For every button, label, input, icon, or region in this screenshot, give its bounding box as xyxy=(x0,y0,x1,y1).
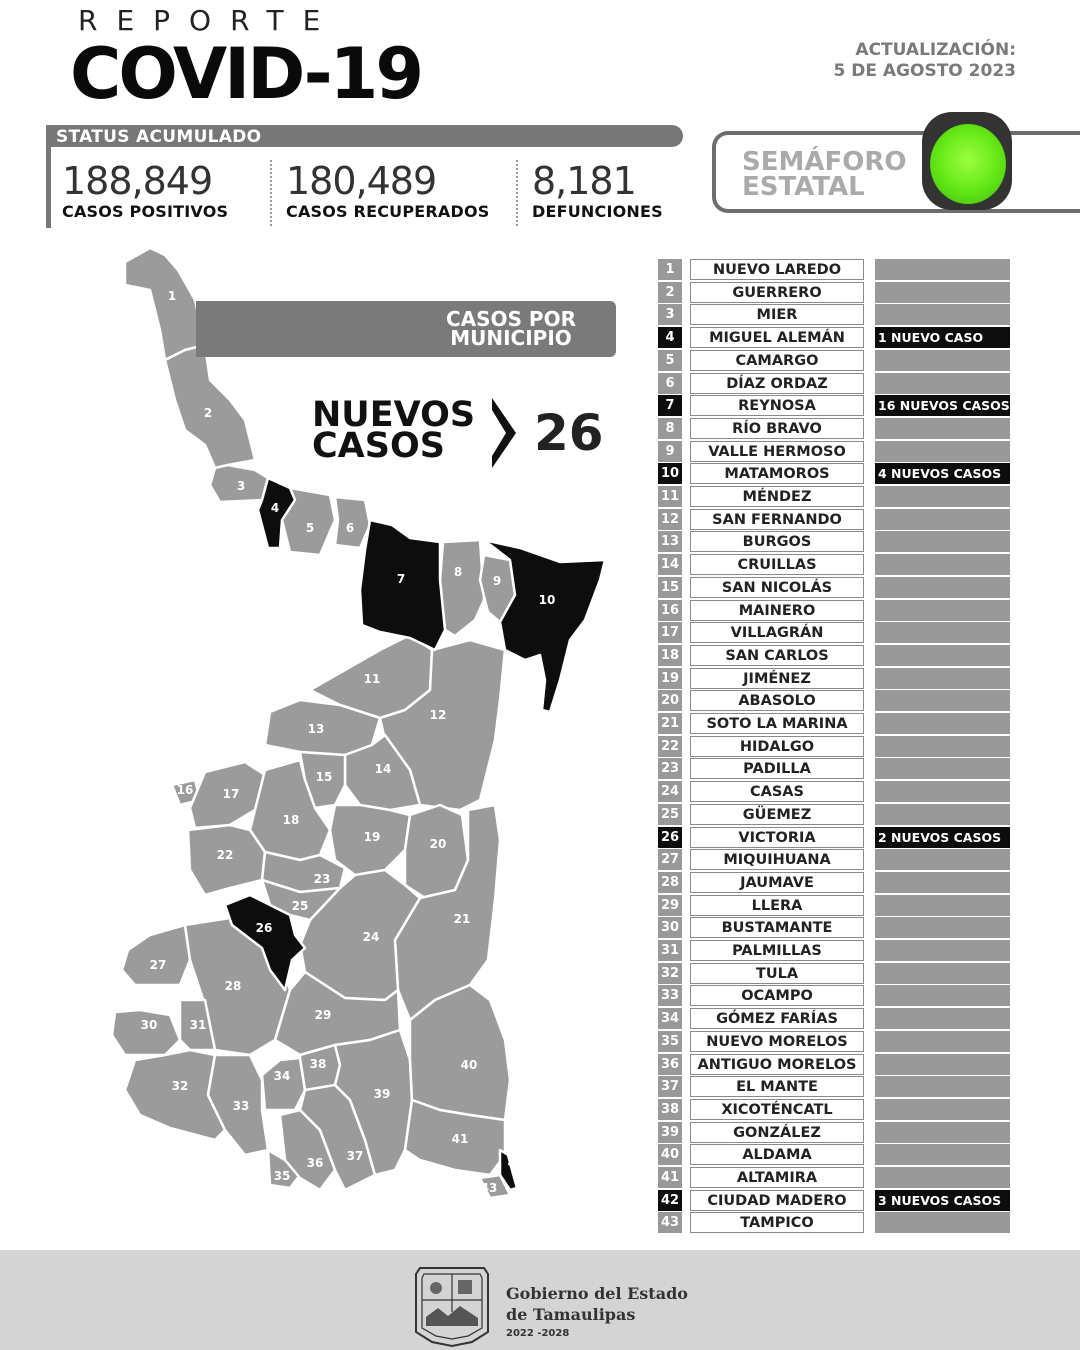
map-label-9: 9 xyxy=(492,574,502,588)
map-label-11: 11 xyxy=(363,672,381,686)
report-kicker: REPORTE xyxy=(78,4,340,37)
new-cases-cell xyxy=(875,1122,1010,1143)
new-cases-cell xyxy=(875,486,1010,507)
municipality-name: PALMILLAS xyxy=(690,940,864,961)
map-label-30: 30 xyxy=(140,1018,158,1032)
municipality-name: SAN FERNANDO xyxy=(690,509,864,530)
municipality-name: GÓMEZ FARÍAS xyxy=(690,1008,864,1029)
map-label-24: 24 xyxy=(362,930,380,944)
deaths-value: 8,181 xyxy=(532,159,636,203)
update-date: 5 DE AGOSTO 2023 xyxy=(833,61,1016,81)
new-cases-cell xyxy=(875,690,1010,711)
municipality-30 xyxy=(112,1010,180,1055)
new-cases-cell xyxy=(875,895,1010,916)
new-cases-cell: 2 NUEVOS CASOS xyxy=(875,827,1010,848)
municipality-name: GONZÁLEZ xyxy=(690,1122,864,1143)
new-cases-cell xyxy=(875,963,1010,984)
row-number: 34 xyxy=(658,1008,682,1029)
map-label-23: 23 xyxy=(313,872,331,886)
row-number: 29 xyxy=(658,895,682,916)
new-cases-cell xyxy=(875,577,1010,598)
row-number: 30 xyxy=(658,917,682,938)
map-label-5: 5 xyxy=(305,521,315,535)
municipality-name: ANTIGUO MORELOS xyxy=(690,1054,864,1075)
row-number: 17 xyxy=(658,622,682,643)
municipality-34 xyxy=(262,1058,305,1110)
row-number: 24 xyxy=(658,781,682,802)
municipality-name: MIER xyxy=(690,304,864,325)
new-cases-cell xyxy=(875,668,1010,689)
row-number: 37 xyxy=(658,1076,682,1097)
map-label-21: 21 xyxy=(453,912,471,926)
cases-by-municipality-banner xyxy=(196,301,616,357)
new-cases-cell xyxy=(875,373,1010,394)
municipality-name: JIMÉNEZ xyxy=(690,668,864,689)
new-cases-cell xyxy=(875,985,1010,1006)
row-number: 6 xyxy=(658,373,682,394)
row-number: 8 xyxy=(658,418,682,439)
positive-label: CASOS POSITIVOS xyxy=(62,202,229,221)
row-number: 21 xyxy=(658,713,682,734)
municipality-name: XICOTÉNCATL xyxy=(690,1099,864,1120)
stat-divider xyxy=(270,160,272,226)
row-number: 9 xyxy=(658,441,682,462)
municipality-name: EL MANTE xyxy=(690,1076,864,1097)
row-number: 43 xyxy=(658,1212,682,1233)
municipality-name: CRUILLAS xyxy=(690,554,864,575)
row-number: 31 xyxy=(658,940,682,961)
municipality-name: MATAMOROS xyxy=(690,463,864,484)
new-cases-cell xyxy=(875,713,1010,734)
row-number: 41 xyxy=(658,1167,682,1188)
row-number: 5 xyxy=(658,350,682,371)
recovered-value: 180,489 xyxy=(286,159,437,203)
row-number: 26 xyxy=(658,827,682,848)
row-number: 13 xyxy=(658,531,682,552)
row-number: 10 xyxy=(658,463,682,484)
municipality-name: JAUMAVE xyxy=(690,872,864,893)
new-cases-cell xyxy=(875,758,1010,779)
map-label-37: 37 xyxy=(346,1149,364,1163)
row-number: 25 xyxy=(658,804,682,825)
map-label-18: 18 xyxy=(282,813,300,827)
row-number: 22 xyxy=(658,736,682,757)
row-number: 11 xyxy=(658,486,682,507)
municipality-name: BURGOS xyxy=(690,531,864,552)
row-number: 16 xyxy=(658,600,682,621)
government-years: 2022 -2028 xyxy=(506,1328,570,1339)
positive-value: 188,849 xyxy=(62,159,213,203)
municipality-name: ALTAMIRA xyxy=(690,1167,864,1188)
map-label-31: 31 xyxy=(189,1018,207,1032)
map-label-29: 29 xyxy=(314,1008,332,1022)
page-title: COVID-19 xyxy=(70,33,422,115)
municipality-name: TULA xyxy=(690,963,864,984)
map-label-33: 33 xyxy=(232,1099,250,1113)
row-number: 4 xyxy=(658,327,682,348)
row-number: 39 xyxy=(658,1122,682,1143)
municipality-name: ABASOLO xyxy=(690,690,864,711)
new-cases-cell xyxy=(875,804,1010,825)
semaforo-label xyxy=(742,147,907,202)
row-number: 2 xyxy=(658,282,682,303)
semaforo-line2: ESTATAL xyxy=(742,172,865,202)
new-cases-cell xyxy=(875,554,1010,575)
municipality-name: VICTORIA xyxy=(690,827,864,848)
municipality-name: NUEVO LAREDO xyxy=(690,259,864,280)
municipality-name: ALDAMA xyxy=(690,1144,864,1165)
map-label-20: 20 xyxy=(429,837,447,851)
new-cases-cell xyxy=(875,259,1010,280)
new-cases-cell xyxy=(875,736,1010,757)
municipality-name: REYNOSA xyxy=(690,395,864,416)
map-label-17: 17 xyxy=(222,787,240,801)
map-label-42: 42 xyxy=(507,1156,525,1170)
new-cases-cell: 16 NUEVOS CASOS xyxy=(875,395,1010,416)
municipality-name: TAMPICO xyxy=(690,1212,864,1233)
new-cases-line2: CASOS xyxy=(312,426,445,466)
map-label-14: 14 xyxy=(374,762,392,776)
map-label-7: 7 xyxy=(396,572,406,586)
municipality-name: MAINERO xyxy=(690,600,864,621)
row-number: 15 xyxy=(658,577,682,598)
row-number: 28 xyxy=(658,872,682,893)
map-label-8: 8 xyxy=(453,565,463,579)
new-cases-cell xyxy=(875,531,1010,552)
map-label-39: 39 xyxy=(373,1087,391,1101)
row-number: 7 xyxy=(658,395,682,416)
map-label-40: 40 xyxy=(460,1058,478,1072)
map-label-10: 10 xyxy=(538,593,556,607)
row-number: 1 xyxy=(658,259,682,280)
new-cases-cell xyxy=(875,600,1010,621)
new-cases-cell xyxy=(875,1167,1010,1188)
municipality-name: SAN NICOLÁS xyxy=(690,577,864,598)
map-label-41: 41 xyxy=(451,1132,469,1146)
map-label-15: 15 xyxy=(315,770,333,784)
map-label-25: 25 xyxy=(291,899,309,913)
map-label-2: 2 xyxy=(203,406,213,420)
banner-line1: CASOS POR xyxy=(446,307,576,331)
new-cases-cell xyxy=(875,940,1010,961)
municipality-map xyxy=(100,240,620,1200)
new-cases-cell xyxy=(875,645,1010,666)
new-cases-line1: NUEVOS xyxy=(312,395,476,435)
municipality-1 xyxy=(125,248,205,360)
stat-positive xyxy=(62,160,228,221)
municipality-name: SAN CARLOS xyxy=(690,645,864,666)
map-label-16: 16 xyxy=(176,783,194,797)
new-cases-cell xyxy=(875,418,1010,439)
new-cases-cell xyxy=(875,509,1010,530)
map-label-28: 28 xyxy=(224,979,242,993)
map-label-35: 35 xyxy=(273,1169,291,1183)
municipality-name: GUERRERO xyxy=(690,282,864,303)
map-label-26: 26 xyxy=(255,921,273,935)
row-number: 18 xyxy=(658,645,682,666)
row-number: 23 xyxy=(658,758,682,779)
new-cases-cell xyxy=(875,622,1010,643)
municipality-name: OCAMPO xyxy=(690,985,864,1006)
municipality-name: HIDALGO xyxy=(690,736,864,757)
municipality-name: CAMARGO xyxy=(690,350,864,371)
map-label-3: 3 xyxy=(236,479,246,493)
municipality-8 xyxy=(440,540,484,636)
status-left-rule xyxy=(46,147,51,228)
row-number: 27 xyxy=(658,849,682,870)
municipality-name: RÍO BRAVO xyxy=(690,418,864,439)
row-number: 3 xyxy=(658,304,682,325)
map-label-36: 36 xyxy=(306,1156,324,1170)
row-number: 32 xyxy=(658,963,682,984)
row-number: 33 xyxy=(658,985,682,1006)
new-cases-cell xyxy=(875,1008,1010,1029)
new-cases-cell xyxy=(875,441,1010,462)
municipality-name: GÜEMEZ xyxy=(690,804,864,825)
new-cases-cell xyxy=(875,917,1010,938)
new-cases-cell xyxy=(875,1076,1010,1097)
deaths-label: DEFUNCIONES xyxy=(532,202,663,221)
government-name xyxy=(506,1283,688,1325)
municipality-name: NUEVO MORELOS xyxy=(690,1031,864,1052)
new-cases-cell xyxy=(875,1212,1010,1233)
new-cases-label xyxy=(312,395,476,466)
new-cases-cell xyxy=(875,1054,1010,1075)
new-cases-cell xyxy=(875,1099,1010,1120)
new-cases-cell: 1 NUEVO CASO xyxy=(875,327,1010,348)
map-label-13: 13 xyxy=(307,722,325,736)
municipality-name: MIQUIHUANA xyxy=(690,849,864,870)
map-label-34: 34 xyxy=(273,1069,291,1083)
municipality-name: MÉNDEZ xyxy=(690,486,864,507)
map-label-6: 6 xyxy=(345,521,355,535)
banner-text xyxy=(446,307,576,350)
new-cases-cell: 4 NUEVOS CASOS xyxy=(875,463,1010,484)
municipality-name: BUSTAMANTE xyxy=(690,917,864,938)
update-label: ACTUALIZACIÓN: xyxy=(855,40,1016,60)
municipality-name: VILLAGRÁN xyxy=(690,622,864,643)
municipality-name: LLERA xyxy=(690,895,864,916)
map-label-22: 22 xyxy=(216,848,234,862)
new-cases-cell: 3 NUEVOS CASOS xyxy=(875,1190,1010,1211)
state-seal-icon xyxy=(412,1262,492,1348)
new-cases-cell xyxy=(875,872,1010,893)
chevron-right-icon xyxy=(490,398,518,468)
municipality-name: SOTO LA MARINA xyxy=(690,713,864,734)
update-info xyxy=(834,40,1016,82)
row-number: 42 xyxy=(658,1190,682,1211)
status-label: STATUS ACUMULADO xyxy=(56,127,262,147)
new-cases-cell xyxy=(875,781,1010,802)
row-number: 35 xyxy=(658,1031,682,1052)
new-cases-cell xyxy=(875,1144,1010,1165)
new-cases-cell xyxy=(875,304,1010,325)
semaforo-line1: SEMÁFORO xyxy=(742,147,907,177)
map-label-12: 12 xyxy=(429,708,447,722)
map-label-27: 27 xyxy=(149,958,167,972)
municipality-27 xyxy=(122,925,190,985)
gov-line1: Gobierno del Estado xyxy=(506,1284,688,1303)
new-cases-total: 26 xyxy=(534,404,604,462)
row-number: 12 xyxy=(658,509,682,530)
map-label-4: 4 xyxy=(270,501,280,515)
municipality-name: VALLE HERMOSO xyxy=(690,441,864,462)
new-cases-cell xyxy=(875,1031,1010,1052)
green-light-icon xyxy=(930,124,1006,204)
municipality-name: DÍAZ ORDAZ xyxy=(690,373,864,394)
gov-line2: de Tamaulipas xyxy=(506,1305,636,1324)
row-number: 19 xyxy=(658,668,682,689)
row-number: 20 xyxy=(658,690,682,711)
row-number: 36 xyxy=(658,1054,682,1075)
banner-line2: MUNICIPIO xyxy=(450,326,572,350)
map-label-38: 38 xyxy=(309,1057,327,1071)
new-cases-cell xyxy=(875,849,1010,870)
stat-divider xyxy=(516,160,518,226)
map-label-32: 32 xyxy=(171,1079,189,1093)
map-label-1: 1 xyxy=(167,289,177,303)
municipality-name: CIUDAD MADERO xyxy=(690,1190,864,1211)
row-number: 38 xyxy=(658,1099,682,1120)
municipality-name: CASAS xyxy=(690,781,864,802)
map-label-43: 43 xyxy=(480,1181,498,1195)
stat-deaths xyxy=(532,160,663,221)
municipality-name: PADILLA xyxy=(690,758,864,779)
recovered-label: CASOS RECUPERADOS xyxy=(286,202,490,221)
row-number: 14 xyxy=(658,554,682,575)
municipality-name: MIGUEL ALEMÁN xyxy=(690,327,864,348)
map-label-19: 19 xyxy=(363,830,381,844)
row-number: 40 xyxy=(658,1144,682,1165)
new-cases-cell xyxy=(875,350,1010,371)
new-cases-cell xyxy=(875,282,1010,303)
stat-recovered xyxy=(286,160,490,221)
